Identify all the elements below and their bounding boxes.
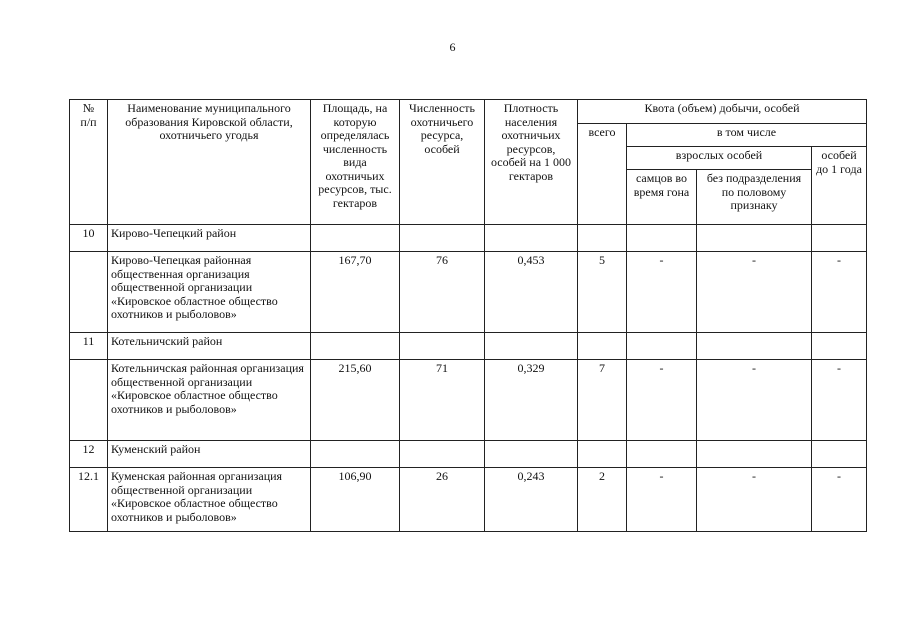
- header-males: самцов во время гона: [627, 170, 697, 225]
- row-density: 0,243: [485, 468, 578, 532]
- header-adults: взрослых особей: [627, 147, 812, 170]
- row-under-year: -: [812, 252, 867, 333]
- row-density: 0,329: [485, 360, 578, 441]
- row-under-year: -: [812, 468, 867, 532]
- row-total: 7: [578, 360, 627, 441]
- header-area: Площадь, на которую определялась численность вида охотничьих ресурсов, тыс. гектаров: [311, 100, 400, 225]
- row-num: [70, 360, 108, 441]
- row-name: Куменская районная организация общественной организации «Кировское областное общество охотников и рыболовов»: [108, 468, 311, 532]
- row-name: Куменский район: [108, 441, 311, 468]
- table-row: [70, 252, 867, 333]
- row-name: Котельничская районная организация общественной организации «Кировское областное общество охотников и рыболовов»: [108, 360, 311, 441]
- table-row: [70, 360, 867, 441]
- row-males: -: [627, 468, 697, 532]
- row-males: -: [627, 252, 697, 333]
- header-num: № п/п: [70, 100, 108, 225]
- row-name: Кирово-Чепецкая районная общественная организация общественной организации «Кировское областное общество охотников и рыболовов»: [108, 252, 311, 333]
- row-area: 167,70: [311, 252, 400, 333]
- row-num: 11: [70, 333, 108, 360]
- row-name: Кирово-Чепецкий район: [108, 225, 311, 252]
- row-no-sex: -: [697, 468, 812, 532]
- row-total: 5: [578, 252, 627, 333]
- row-count: 71: [400, 360, 485, 441]
- row-num: 12.1: [70, 468, 108, 532]
- page-number: 6: [449, 40, 456, 54]
- row-area: 106,90: [311, 468, 400, 532]
- header-count: Численность охотничьего ресурса, особей: [400, 100, 485, 225]
- header-name: Наименование муниципального образования Кировской области, охотничьего угодья: [108, 100, 311, 225]
- row-total: 2: [578, 468, 627, 532]
- header-including: в том числе: [627, 124, 867, 147]
- row-area: 215,60: [311, 360, 400, 441]
- row-density: 0,453: [485, 252, 578, 333]
- row-name: Котельничский район: [108, 333, 311, 360]
- row-num: 12: [70, 441, 108, 468]
- table-row: [70, 333, 867, 360]
- row-num: 10: [70, 225, 108, 252]
- row-males: -: [627, 360, 697, 441]
- row-num: [70, 252, 108, 333]
- row-no-sex: -: [697, 252, 812, 333]
- row-count: 76: [400, 252, 485, 333]
- header-under-year: особей до 1 года: [812, 147, 867, 225]
- hunting-quota-table: [69, 99, 867, 532]
- row-no-sex: -: [697, 360, 812, 441]
- row-count: 26: [400, 468, 485, 532]
- row-under-year: -: [812, 360, 867, 441]
- table-row: [70, 225, 867, 252]
- header-density: Плотность населения охотничьих ресурсов, особей на 1 000 гектаров: [485, 100, 578, 225]
- header-quota: Квота (объем) добычи, особей: [578, 100, 867, 124]
- table-row: [70, 468, 867, 532]
- header-no-sex: без подразделения по половому признаку: [697, 170, 812, 225]
- table-row: [70, 441, 867, 468]
- header-total: всего: [578, 124, 627, 225]
